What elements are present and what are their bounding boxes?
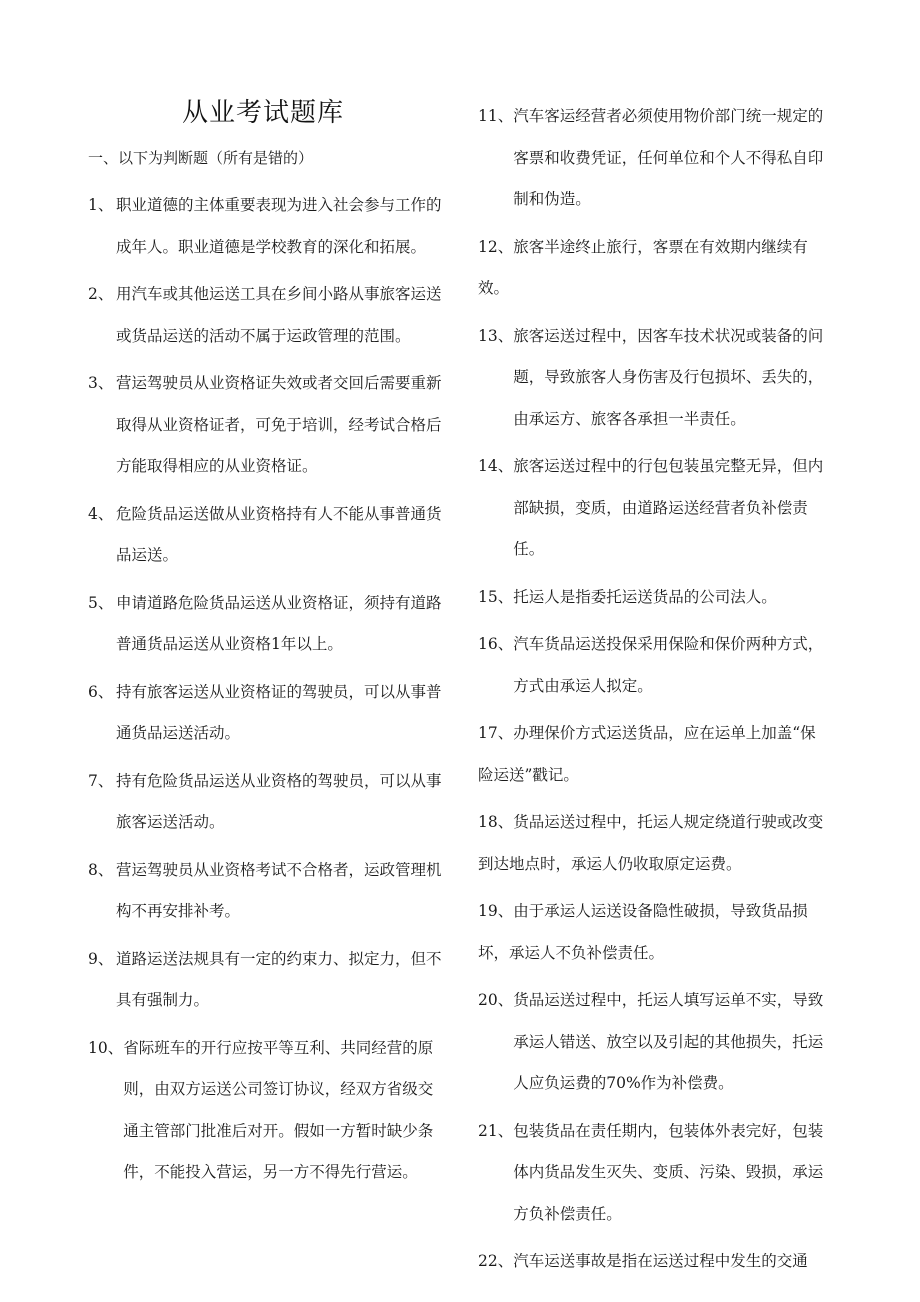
question-text: 由于承运人运送设备隐性破损，导致货品损坏，承运人不负补偿责任。	[478, 902, 808, 962]
question-item	[88, 363, 448, 488]
question-text: 申请道路危险货品运送从业资格证，须持有道路普通货品运送从业资格1年以上。	[116, 593, 442, 653]
question-number: 12、	[478, 237, 514, 256]
question-text: 汽车客运经营者必须使用物价部门统一规定的客票和收费凭证，任何单位和个人不得私自印制和伪造。	[513, 107, 824, 208]
question-number: 18、	[478, 813, 514, 831]
question-item	[478, 96, 824, 221]
question-number: 6、	[88, 682, 114, 701]
question-text: 汽车运送事故是指在运送过程中发生的交通	[513, 1252, 808, 1270]
question-text: 旅客半途终止旅行，客票在有效期内继续有效。	[478, 237, 808, 297]
page-title: 从业考试题库	[182, 98, 345, 128]
question-item	[478, 891, 824, 974]
question-item	[478, 227, 824, 310]
section-heading: 一、以下为判断题（所有是错的）	[88, 149, 314, 167]
question-item	[88, 850, 448, 933]
question-number: 2、	[88, 285, 114, 303]
question-number: 4、	[88, 504, 114, 523]
question-item	[88, 672, 448, 755]
question-number: 22、	[478, 1252, 514, 1270]
question-item	[478, 980, 824, 1105]
question-text: 汽车货品运送投保采用保险和保价两种方式，方式由承运人拟定。	[513, 635, 824, 695]
question-text: 危险货品运送做从业资格持有人不能从事普通货品运送。	[116, 504, 442, 564]
question-text: 包装货品在责任期内，包装体外表完好，包装体内货品发生灭失、变质、污染、毁损，承运方负补偿责任。	[513, 1121, 824, 1223]
question-item	[478, 1241, 824, 1283]
left-column	[88, 185, 448, 1200]
question-text: 持有旅客运送从业资格证的驾驶员，可以从事普通货品运送活动。	[116, 682, 442, 742]
question-text: 营运驾驶员从业资格证失效或者交回后需要重新取得从业资格证者，可免于培训，经考试合格后方能取得相应的从业资格证。	[116, 374, 442, 475]
question-text: 货品运送过程中，托运人填写运单不实，导致承运人错送、放空以及引起的其他损失，托运人应负运费的70%作为补偿费。	[513, 991, 824, 1092]
question-number: 21、	[478, 1121, 514, 1140]
question-number: 19、	[478, 902, 514, 920]
question-number: 10、	[88, 1038, 124, 1057]
question-text: 持有危险货品运送从业资格的驾驶员，可以从事旅客运送活动。	[116, 771, 442, 831]
question-text: 托运人是指委托运送货品的公司法人。	[513, 587, 777, 606]
question-number: 17、	[478, 724, 514, 742]
question-number: 9、	[88, 949, 114, 968]
question-item	[88, 761, 448, 844]
question-text: 办理保价方式运送货品，应在运单上加盖“保险运送”戳记。	[478, 724, 816, 784]
question-number: 3、	[88, 374, 114, 392]
question-item	[478, 713, 824, 796]
question-item	[478, 577, 824, 619]
question-number: 13、	[478, 326, 514, 345]
right-column	[478, 96, 824, 1289]
question-number: 14、	[478, 457, 514, 475]
question-item	[88, 939, 448, 1022]
question-text: 省际班车的开行应按平等互利、共同经营的原则，由双方运送公司签订协议，经双方省级交通主管部门批准后对开。假如一方暂时缺少条件，不能投入营运，另一方不得先行营运。	[123, 1038, 434, 1181]
question-number: 15、	[478, 587, 514, 606]
question-item	[478, 802, 824, 885]
question-item	[88, 274, 448, 357]
question-number: 1、	[88, 196, 114, 214]
question-text: 用汽车或其他运送工具在乡间小路从事旅客运送或货品运送的活动不属于运政管理的范围。	[116, 285, 442, 345]
question-text: 旅客运送过程中的行包包装虽完整无异，但内部缺损，变质，由道路运送经营者负补偿责任。	[513, 457, 824, 558]
question-item	[478, 316, 824, 441]
question-item	[88, 185, 448, 268]
question-item	[88, 583, 448, 666]
question-number: 7、	[88, 771, 114, 790]
question-number: 8、	[88, 860, 114, 879]
question-item	[478, 1111, 824, 1236]
question-number: 16、	[478, 635, 514, 653]
question-text: 货品运送过程中，托运人规定绕道行驶或改变到达地点时，承运人仍收取原定运费。	[478, 813, 824, 873]
question-item	[478, 624, 824, 707]
question-number: 11、	[478, 107, 514, 125]
question-item	[478, 446, 824, 571]
question-item	[88, 494, 448, 577]
question-item	[88, 1028, 448, 1194]
question-text: 营运驾驶员从业资格考试不合格者，运政管理机构不再安排补考。	[116, 860, 442, 920]
question-text: 道路运送法规具有一定的约束力、拟定力，但不具有强制力。	[116, 949, 442, 1009]
question-text: 旅客运送过程中，因客车技术状况或装备的问题，导致旅客人身伤害及行包损坏、丢失的，由承运方、旅客各承担一半责任。	[513, 326, 824, 428]
question-number: 20、	[478, 991, 514, 1009]
question-text: 职业道德的主体重要表现为进入社会参与工作的成年人。职业道德是学校教育的深化和拓展。	[116, 196, 442, 256]
question-number: 5、	[88, 593, 114, 612]
